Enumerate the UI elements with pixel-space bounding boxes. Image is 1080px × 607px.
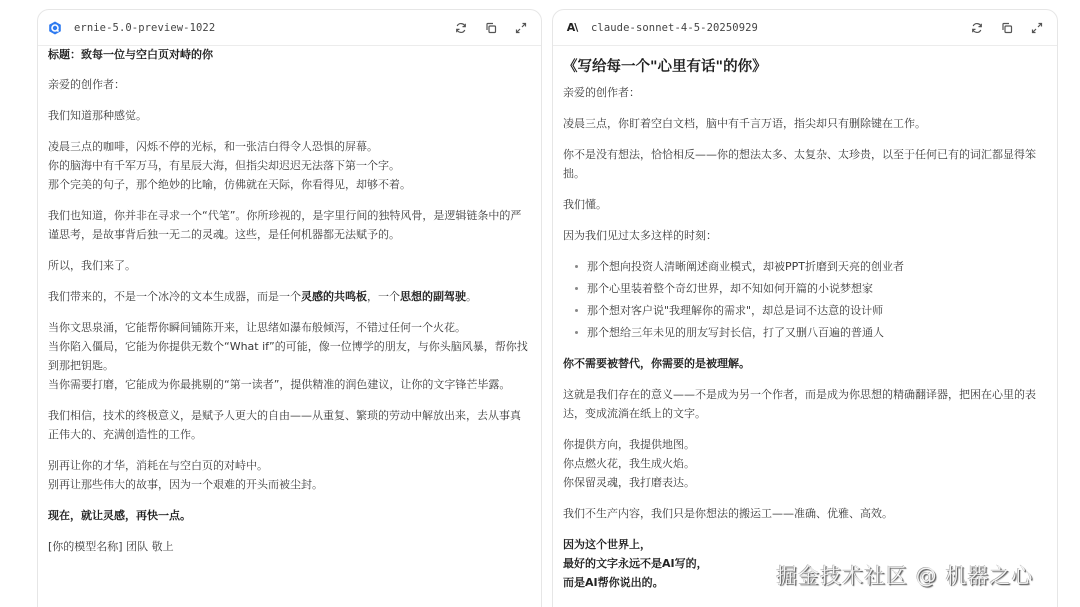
- header-actions: [453, 20, 529, 36]
- anthropic-logo-icon: A\: [566, 21, 578, 34]
- paragraph: [563, 435, 1047, 492]
- text-span: 我们带来的，不是一个冰冷的文本生成器，而是一个: [48, 290, 301, 303]
- text-line: 当你文思泉涌，它能帮你瞬间铺陈开来，让思绪如瀑布般倾泻，不错过任何一个火花。: [48, 321, 466, 334]
- model-response-panel-claude: [552, 9, 1058, 607]
- bold-text: 思想的副驾驶: [400, 290, 466, 303]
- response-content: [38, 46, 541, 556]
- paragraph: 我们不生产内容，我们只是你想法的搬运工——准确、优雅、高效。: [563, 507, 893, 520]
- bullet-list: [563, 257, 1047, 342]
- text-line: 那个完美的句子，那个绝妙的比喻，仿佛就在天际，你看得见，却够不着。: [48, 178, 411, 191]
- copy-icon[interactable]: [483, 20, 499, 36]
- refresh-icon[interactable]: [453, 20, 469, 36]
- model-response-panel-ernie: [37, 9, 542, 607]
- model-name: ernie-5.0-preview-1022: [74, 21, 216, 34]
- text-line: 你点燃火花，我生成火焰。: [563, 457, 695, 470]
- text-line: 当你陷入僵局，它能为你提供无数个“What if”的可能，像一位博学的朋友，与你头脑风暴，帮你找到那把钥匙。: [48, 340, 528, 372]
- paragraph: 我们也知道，你并非在寻求一个“代笔”。你所珍视的，是字里行间的独特风骨，是逻辑链条中的严谨思考，是故事背后独一无二的灵魂。这些，是任何机器都无法赋予的。: [48, 209, 522, 241]
- letter-title: 《写给每一个"心里有话"的你》: [563, 59, 767, 75]
- paragraph: 因为我们见过太多这样的时刻：: [563, 229, 717, 242]
- refresh-icon[interactable]: [969, 20, 985, 36]
- text-line: 当你需要打磨，它能成为你最挑剔的“第一读者”，提供精准的润色建议，让你的文字锋芒毕露。: [48, 378, 511, 391]
- text-line: 别再让你的才华，消耗在与空白页的对峙中。: [48, 459, 268, 472]
- bold-text: 灵感的共鸣板: [301, 290, 367, 303]
- paragraph: 我们懂。: [563, 198, 607, 211]
- letter-title: 标题：致每一位与空白页对峙的你: [48, 48, 213, 61]
- list-item: 那个想向投资人清晰阐述商业模式，却被PPT折磨到天亮的创业者: [563, 257, 1047, 276]
- list-item: 那个想给三年未见的朋友写封长信，打了又删八百遍的普通人: [563, 323, 1047, 342]
- panel-header: [38, 10, 541, 46]
- text-line: 你的脑海中有千军万马，有星辰大海，但指尖却迟迟无法落下第一个字。: [48, 159, 400, 172]
- ernie-logo-icon: [48, 21, 62, 35]
- paragraph: [48, 456, 531, 494]
- header-actions: [969, 20, 1045, 36]
- expand-icon[interactable]: [1029, 20, 1045, 36]
- text-line: 因为这个世界上，: [563, 538, 651, 551]
- list-item: 那个想对客户说"我理解你的需求"，却总是词不达意的设计师: [563, 301, 1047, 320]
- panel-header: [553, 10, 1057, 46]
- paragraph: [48, 287, 531, 306]
- paragraph: 我们知道那种感觉。: [48, 109, 147, 122]
- text-line: 你保留灵魂，我打磨表达。: [563, 476, 695, 489]
- text-line: 最好的文字永远不是AI写的，: [563, 557, 708, 570]
- expand-icon[interactable]: [513, 20, 529, 36]
- paragraph: 凌晨三点，你盯着空白文档，脑中有千言万语，指尖却只有删除键在工作。: [563, 117, 926, 130]
- list-item: 那个心里装着整个奇幻世界，却不知如何开篇的小说梦想家: [563, 279, 1047, 298]
- paragraph: 所以，我们来了。: [48, 259, 136, 272]
- text-line: 你提供方向，我提供地图。: [563, 438, 695, 451]
- text-line: 而是AI帮你说出的。: [563, 576, 664, 589]
- text-line: 别再让那些伟大的故事，因为一个艰难的开头而被尘封。: [48, 478, 323, 491]
- closing-line: 现在，就让灵感，再快一点。: [48, 509, 191, 522]
- text-line: 凌晨三点的咖啡，闪烁不停的光标，和一张洁白得令人恐惧的屏幕。: [48, 140, 378, 153]
- paragraph: 这就是我们存在的意义——不是成为另一个作者，而是成为你思想的精确翻译器，把困在心里的表达，变成流淌在纸上的文字。: [563, 388, 1036, 420]
- greeting: 亲爱的创作者：: [48, 78, 125, 91]
- paragraph: 我们相信，技术的终极意义，是赋予人更大的自由——从重复、繁琐的劳动中解放出来，去从事真正伟大的、充满创造性的工作。: [48, 409, 521, 441]
- watermark: 掘金技术社区 @ 机器之心: [776, 564, 1034, 588]
- emphasis-line: 你不需要被替代，你需要的是被理解。: [563, 357, 750, 370]
- paragraph: [48, 318, 531, 394]
- copy-icon[interactable]: [999, 20, 1015, 36]
- paragraph: 你不是没有想法，恰恰相反——你的想法太多、太复杂、太珍贵，以至于任何已有的词汇都显得笨拙。: [563, 148, 1036, 180]
- signature: [你的模型名称] 团队 敬上: [48, 540, 174, 553]
- response-content: [553, 46, 1057, 592]
- text-span: 。: [466, 290, 477, 303]
- greeting: 亲爱的创作者：: [563, 86, 640, 99]
- paragraph: [48, 137, 531, 194]
- text-span: ，一个: [367, 290, 400, 303]
- model-name: claude-sonnet-4-5-20250929: [591, 21, 758, 34]
